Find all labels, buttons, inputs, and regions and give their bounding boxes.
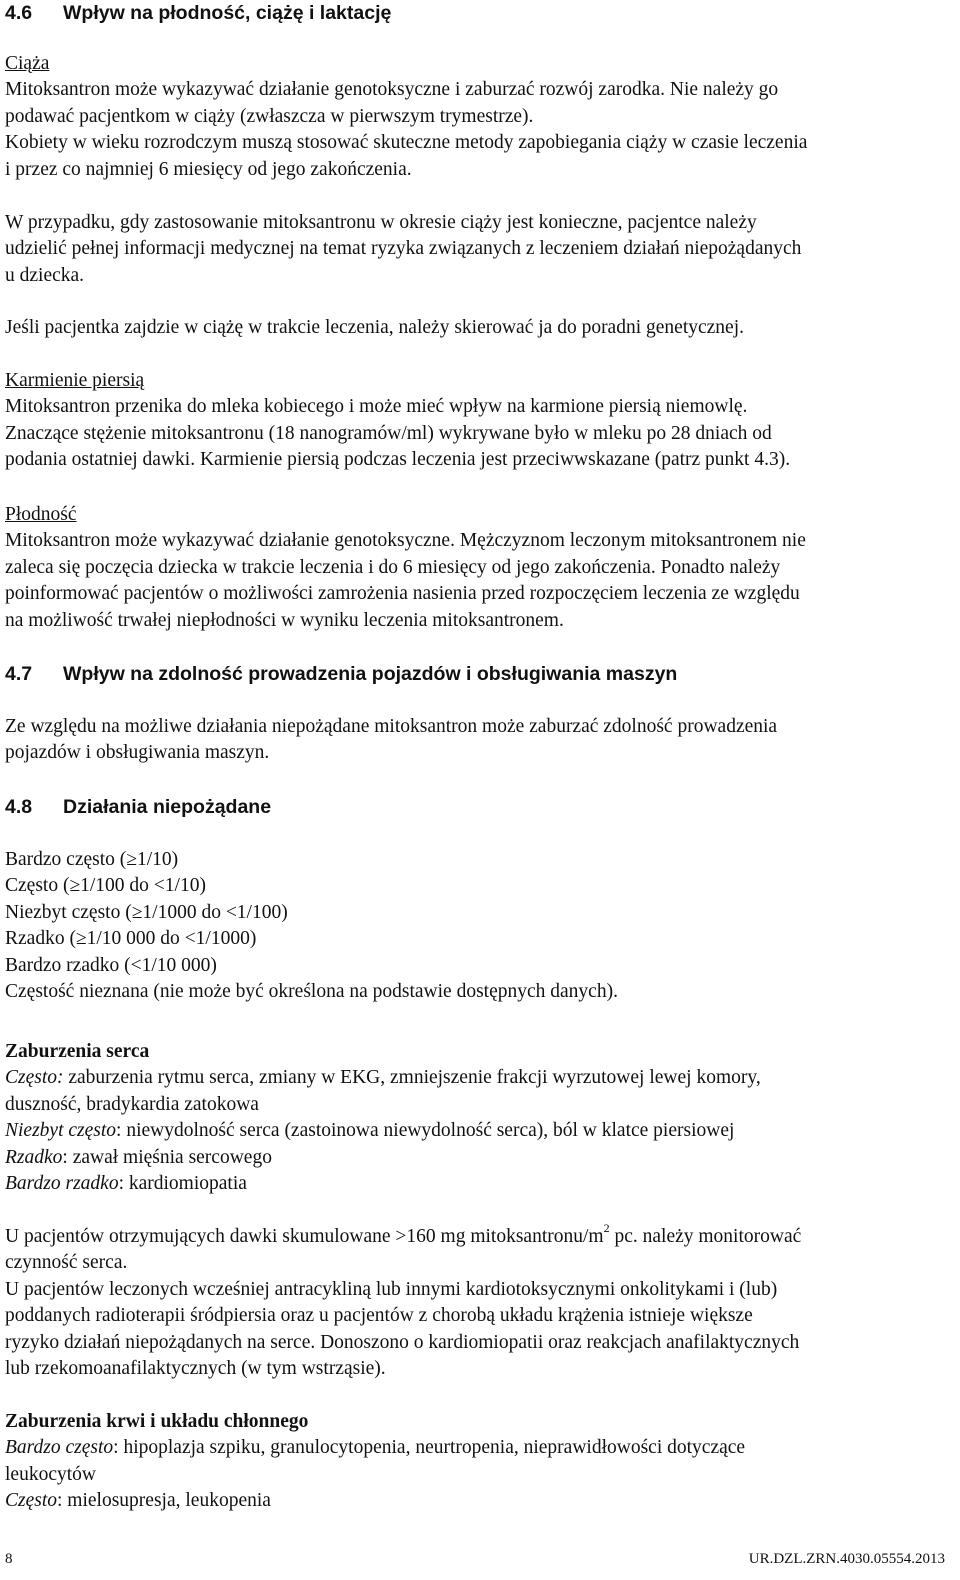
document-code: UR.DZL.ZRN.4030.05554.2013 [748,1551,945,1567]
text-line: U pacjentów leczonych wcześniej antracykliną lub innymi kardiotoksycznymi onkolitykami i (lub) [5,1278,778,1300]
subheading-breastfeeding: Karmienie piersią [5,370,145,391]
cardiac-item-very-rare [5,1171,951,1197]
text-line: leukocytów [5,1463,96,1485]
section-number: 4.6 [5,2,33,24]
frequency-label: Bardzo często [5,1437,114,1459]
section-title: Wpływ na zdolność prowadzenia pojazdów i obsługiwania maszyn [63,663,678,685]
text-line: W przypadku, gdy zastosowanie mitoksantronu w okresie ciąży jest konieczne, pacjentce należy [5,212,757,233]
frequency-label: Często [5,1490,58,1512]
frequency-item: Rzadko (≥1/10 000 do <1/1000) [5,928,257,950]
pregnancy-section [5,51,951,183]
breastfeeding-section [5,368,951,474]
subheading-pregnancy: Ciąża [5,53,50,74]
item-text: zaburzenia rytmu serca, zmiany w EKG, zmniejszenie frakcji wyrzutowej lewej komory, [63,1067,761,1089]
section-heading-4-8 [5,794,271,820]
section-title: Wpływ na płodność, ciążę i laktację [63,2,392,24]
fertility-section [5,502,951,634]
text-line: i przez co najmniej 6 miesięcy od jego zakończenia. [5,158,412,180]
subheading-fertility: Płodność [5,504,77,525]
text-line: udzielić pełnej informacji medycznej na temat ryzyka związanych z leczeniem działań niepożądanych [5,238,802,260]
frequency-list [5,847,951,1005]
cardiac-item-often [5,1065,951,1091]
blood-item-often [5,1488,951,1514]
frequency-item: Niezbyt często (≥1/1000 do <1/100) [5,901,288,923]
text-line: Znaczące stężenie mitoksantronu (18 nanogramów/ml) wykrywane było w mleku po 28 dniach od [5,422,772,444]
subheading-cardiac: Zaburzenia serca [5,1041,150,1062]
blood-section [5,1409,951,1515]
item-text: : hipoplazja szpiku, granulocytopenia, neurtropenia, nieprawidłowości dotyczące [113,1437,746,1459]
text-line: Jeśli pacjentka zajdzie w ciążę w trakcie leczenia, należy skierować ja do poradni genetycznej. [5,317,744,338]
frequency-label: Rzadko [5,1146,63,1168]
text-line: na możliwość trwałej niepłodności w wyniku leczenia mitoksantronem. [5,609,564,631]
cardiac-monitoring-paragraph [5,1220,951,1382]
text-line: poddanych radioterapii śródpiersia oraz u pacjentów z chorobą układu krążenia istnieje większe [5,1305,753,1327]
item-text: : mielosupresja, leukopenia [57,1490,271,1512]
frequency-item: Częstość nieznana (nie może być określona na podstawie dostępnych danych). [5,980,618,1002]
subheading-blood: Zaburzenia krwi i układu chłonnego [5,1411,309,1432]
driving-paragraph [5,714,951,767]
item-text: : zawał mięśnia sercowego [62,1146,272,1168]
blood-item-very-often [5,1435,951,1461]
text-line: ryzyko działań niepożądanych na serce. Donoszono o kardiomiopatii oraz reakcjach anafilaktycznych [5,1331,800,1353]
text-line [5,1220,951,1250]
cardiac-section [5,1039,951,1197]
frequency-label: Niezbyt często [5,1120,117,1142]
section-title: Działania niepożądane [63,796,272,818]
frequency-item: Bardzo rzadko (<1/10 000) [5,954,217,976]
section-number: 4.8 [5,796,33,818]
text-line: duszność, bradykardia zatokowa [5,1093,259,1115]
pregnancy-paragraph-3 [5,315,951,341]
frequency-label: Bardzo rzadko [5,1172,119,1194]
cardiac-item-uncommon [5,1118,951,1144]
text-line: lub rzekomoanafilaktycznych (w tym wstrząsie). [5,1357,386,1379]
frequency-item: Często (≥1/100 do <1/10) [5,875,206,897]
section-number: 4.7 [5,663,33,685]
text-line: Mitoksantron może wykazywać działanie genotoksyczne i zaburzać rozwój zarodka. Nie należy go [5,79,779,101]
text-line: Mitoksantron może wykazywać działanie genotoksyczne. Mężczyznom leczonym mitoksantronem nie [5,530,806,552]
page-number: 8 [5,1551,13,1567]
text-line: czynność serca. [5,1252,128,1274]
text-line: u dziecka. [5,264,85,286]
text-line: podania ostatniej dawki. Karmienie piersią podczas leczenia jest przeciwwskazane (patrz punkt 4.3). [5,449,791,471]
text-line: Kobiety w wieku rozrodczym muszą stosować skuteczne metody zapobiegania ciąży w czasie leczenia [5,132,808,154]
section-heading-4-6 [5,0,391,26]
cardiac-item-rare [5,1145,951,1171]
text-part: pc. należy monitorować [609,1226,802,1247]
superscript: 2 [603,1220,610,1235]
item-text: : kardiomiopatia [118,1172,247,1194]
pregnancy-paragraph-2 [5,210,951,289]
text-line: zaleca się poczęcia dziecka w trakcie leczenia i do 6 miesięcy od jego zakończenia. Ponadto należy [5,556,781,578]
text-part: U pacjentów otrzymujących dawki skumulowane >160 mg mitoksantronu/m [5,1226,604,1247]
text-line: podawać pacjentkom w ciąży (zwłaszcza w pierwszym trymestrze). [5,105,534,127]
item-text: : niewydolność serca (zastoinowa niewydolność serca), ból w klatce piersiowej [116,1120,735,1142]
frequency-item: Bardzo często (≥1/10) [5,849,179,870]
text-line: pojazdów i obsługiwania maszyn. [5,742,270,764]
frequency-label: Często: [5,1067,64,1089]
text-line: Mitoksantron przenika do mleka kobiecego i może mieć wpływ na karmione piersią niemowlę. [5,396,748,418]
text-line: poinformować pacjentów o możliwości zamrożenia nasienia przed rozpoczęciem leczenia ze względu [5,583,800,605]
text-line: Ze względu na możliwe działania niepożądane mitoksantron może zaburzać zdolność prowadzenia [5,716,778,737]
section-heading-4-7 [5,661,677,687]
